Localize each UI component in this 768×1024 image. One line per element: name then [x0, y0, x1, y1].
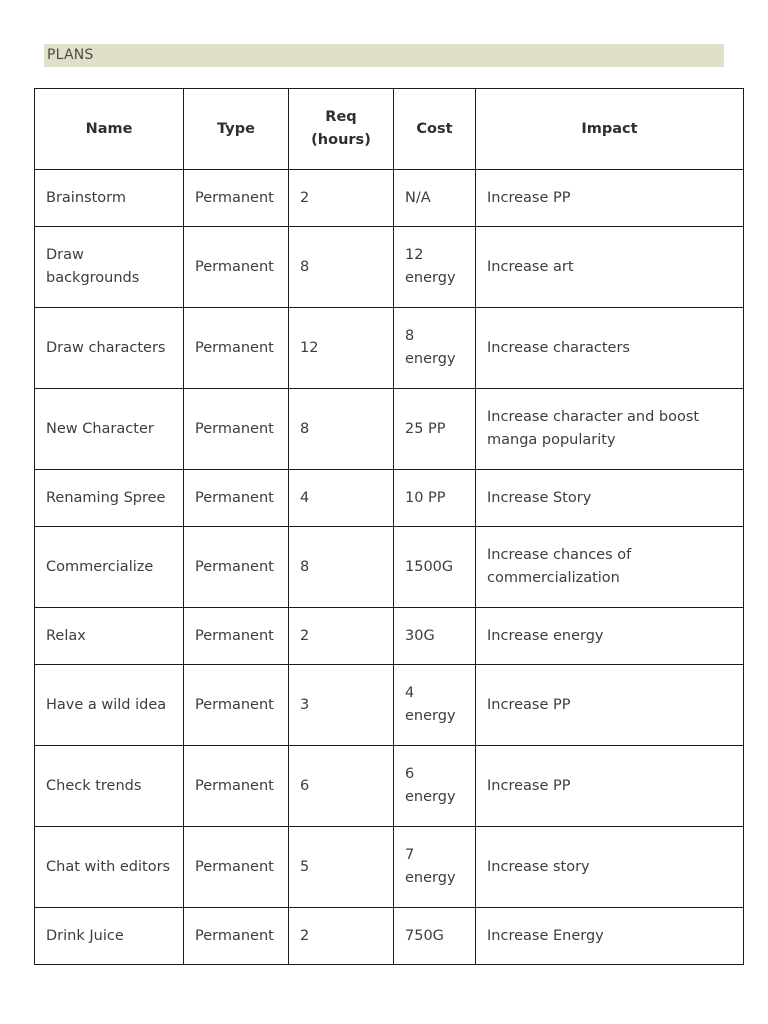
- cell-name: Renaming Spree: [35, 470, 184, 527]
- cell-name: Brainstorm: [35, 170, 184, 227]
- cell-impact: Increase characters: [476, 308, 744, 389]
- cell-cost: 30G: [394, 608, 476, 665]
- cell-req: 6: [289, 746, 394, 827]
- cell-impact: Increase PP: [476, 746, 744, 827]
- cell-impact: Increase energy: [476, 608, 744, 665]
- table-row: [35, 665, 744, 746]
- cell-type: Permanent: [184, 608, 289, 665]
- cell-name: Draw characters: [35, 308, 184, 389]
- plans-table: [34, 88, 744, 965]
- table-row: [35, 389, 744, 470]
- header-name: Name: [35, 89, 184, 170]
- table-row: [35, 308, 744, 389]
- cell-name: Relax: [35, 608, 184, 665]
- cell-cost: 4 energy: [394, 665, 476, 746]
- cell-req: 12: [289, 308, 394, 389]
- table-row: [35, 608, 744, 665]
- cell-name: Drink Juice: [35, 908, 184, 965]
- cell-impact: Increase Energy: [476, 908, 744, 965]
- header-req: Req (hours): [289, 89, 394, 170]
- cell-name: Check trends: [35, 746, 184, 827]
- cell-cost: 25 PP: [394, 389, 476, 470]
- cell-type: Permanent: [184, 308, 289, 389]
- section-title: PLANS: [44, 44, 724, 67]
- table-row: [35, 470, 744, 527]
- cell-cost: 7 energy: [394, 827, 476, 908]
- cell-name: New Character: [35, 389, 184, 470]
- cell-impact: Increase PP: [476, 170, 744, 227]
- cell-req: 8: [289, 227, 394, 308]
- cell-type: Permanent: [184, 389, 289, 470]
- cell-impact: Increase PP: [476, 665, 744, 746]
- table-row: [35, 827, 744, 908]
- table-row: [35, 227, 744, 308]
- cell-name: Chat with editors: [35, 827, 184, 908]
- cell-req: 4: [289, 470, 394, 527]
- header-impact: Impact: [476, 89, 744, 170]
- cell-impact: Increase art: [476, 227, 744, 308]
- table-row: [35, 746, 744, 827]
- cell-impact: Increase chances of commercialization: [476, 527, 744, 608]
- cell-type: Permanent: [184, 527, 289, 608]
- cell-cost: N/A: [394, 170, 476, 227]
- cell-type: Permanent: [184, 827, 289, 908]
- cell-req: 8: [289, 389, 394, 470]
- cell-type: Permanent: [184, 227, 289, 308]
- cell-type: Permanent: [184, 470, 289, 527]
- cell-type: Permanent: [184, 908, 289, 965]
- cell-cost: 12 energy: [394, 227, 476, 308]
- cell-type: Permanent: [184, 665, 289, 746]
- table-row: [35, 170, 744, 227]
- header-type: Type: [184, 89, 289, 170]
- cell-cost: 1500G: [394, 527, 476, 608]
- cell-req: 2: [289, 908, 394, 965]
- cell-req: 2: [289, 170, 394, 227]
- cell-impact: Increase Story: [476, 470, 744, 527]
- cell-req: 5: [289, 827, 394, 908]
- cell-req: 3: [289, 665, 394, 746]
- cell-cost: 8 energy: [394, 308, 476, 389]
- cell-cost: 750G: [394, 908, 476, 965]
- cell-req: 8: [289, 527, 394, 608]
- cell-name: Draw backgrounds: [35, 227, 184, 308]
- table-row: [35, 908, 744, 965]
- header-cost: Cost: [394, 89, 476, 170]
- cell-name: Commercialize: [35, 527, 184, 608]
- cell-impact: Increase character and boost manga popularity: [476, 389, 744, 470]
- cell-name: Have a wild idea: [35, 665, 184, 746]
- table-header-row: [35, 89, 744, 170]
- cell-type: Permanent: [184, 170, 289, 227]
- cell-req: 2: [289, 608, 394, 665]
- table-row: [35, 527, 744, 608]
- cell-cost: 10 PP: [394, 470, 476, 527]
- cell-type: Permanent: [184, 746, 289, 827]
- cell-cost: 6 energy: [394, 746, 476, 827]
- cell-impact: Increase story: [476, 827, 744, 908]
